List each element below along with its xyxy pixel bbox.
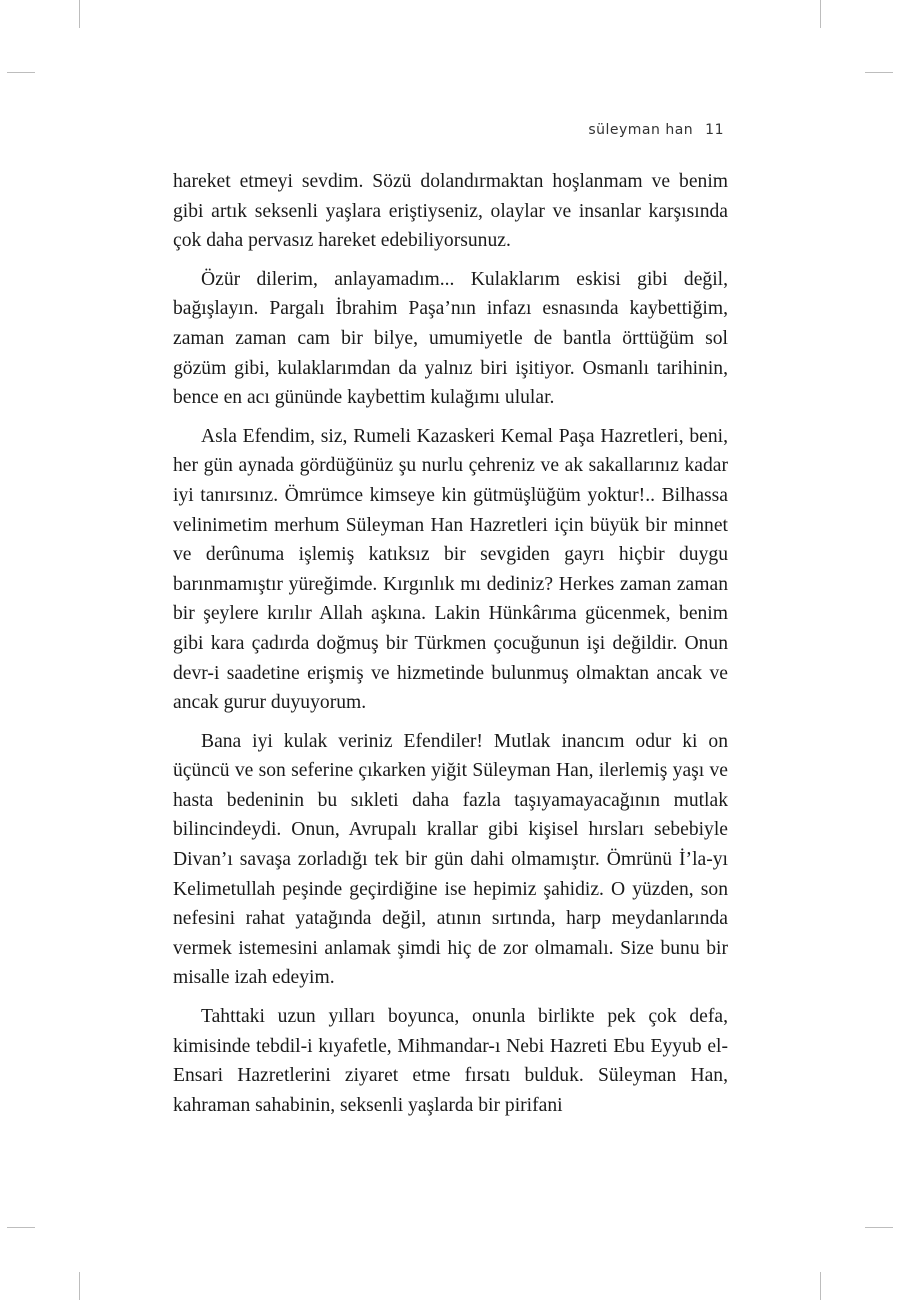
running-header: [588, 122, 724, 138]
paragraph: Asla Efendim, siz, Rumeli Kazaskeri Kemal Paşa Hazretleri, beni, her gün aynada gördüğünüz şu nurlu çehreniz ve ak sakallarınız kadar iyi tanırsınız. Ömrümce kimseye kin gütmüşlüğüm yoktur!.. Bilhassa velinimetim merhum Süleyman Han Hazretleri için büyük bir minnet ve derûnuma işlemiş katıksız bir sevgiden gayrı hiçbir duygu barınmamıştır yüreğimde. Kırgınlık mı dediniz? Herkes zaman zaman bir şeylere kırılır Allah aşkına. Lakin Hünkârıma gücenmek, benim gibi kara çadırda doğmuş bir Türkmen çocuğunun işi değildir. Onun devr-i saadetine erişmiş ve hizmetinde bulunmuş olmaktan ancak ve ancak gurur duyuyorum.: [173, 425, 728, 714]
crop-mark-right-lower: [865, 1227, 893, 1228]
crop-mark-right-upper: [865, 72, 893, 73]
paragraph: Özür dilerim, anlayamadım... Kulaklarım eskisi gibi değil, bağışlayın. Pargalı İbrahim Paşa’nın infazı esnasında kaybettiğim, zaman zaman cam bir bilye, umumiyetle de bantla örttüğüm sol gözüm gibi, kulaklarımdan da yalnız biri işitiyor. Osmanlı tarihinin, bence en acı gününde kaybettim kulağımı ulular.: [173, 268, 728, 409]
body-text: [173, 167, 728, 1120]
crop-mark-left-upper: [7, 72, 35, 73]
crop-mark-bottom-left: [79, 1272, 80, 1300]
crop-mark-bottom-right: [820, 1272, 821, 1300]
paragraph: hareket etmeyi sevdim. Sözü dolandırmaktan hoşlanmam ve benim gibi artık seksenli yaşlara eriştiyseniz, olaylar ve insanlar karşısında çok daha pervasız hareket edebiliyorsunuz.: [173, 171, 728, 252]
crop-mark-top-left: [79, 0, 80, 28]
paragraph: Bana iyi kulak veriniz Efendiler! Mutlak inancım odur ki on üçüncü ve son seferine çıkarken yiğit Süleyman Han, ilerlemiş yaşı ve hasta bedeninin bu sıkleti daha fazla taşıyamayacağının mutlak bilincindeydi. Onun, Avrupalı krallar gibi kişisel hırsları sebebiyle Divan’ı savaşa zorladığı tek bir gün dahi olmamıştır. Ömrünü İ’la-yı Kelimetullah peşinde geçirdiğine ise hepimiz şahidiz. O yüzden, son nefesini rahat yatağında değil, atının sırtında, harp meydanlarında vermek istemesini anlamak şimdi hiç de zor olmamalı. Size bunu bir misalle izah edeyim.: [173, 730, 728, 989]
page-number: 11: [705, 122, 724, 138]
crop-mark-top-right: [820, 0, 821, 28]
crop-mark-left-lower: [7, 1227, 35, 1228]
running-title: süleyman han: [588, 122, 694, 138]
paragraph: Tahttaki uzun yılları boyunca, onunla birlikte pek çok defa, kimisinde tebdil-i kıyafetle, Mihmandar-ı Nebi Hazreti Ebu Eyyub el-Ensari Hazretlerini ziyaret etme fırsatı bulduk. Süleyman Han, kahraman sahabinin, seksenli yaşlarda bir pirifani: [173, 1006, 728, 1116]
